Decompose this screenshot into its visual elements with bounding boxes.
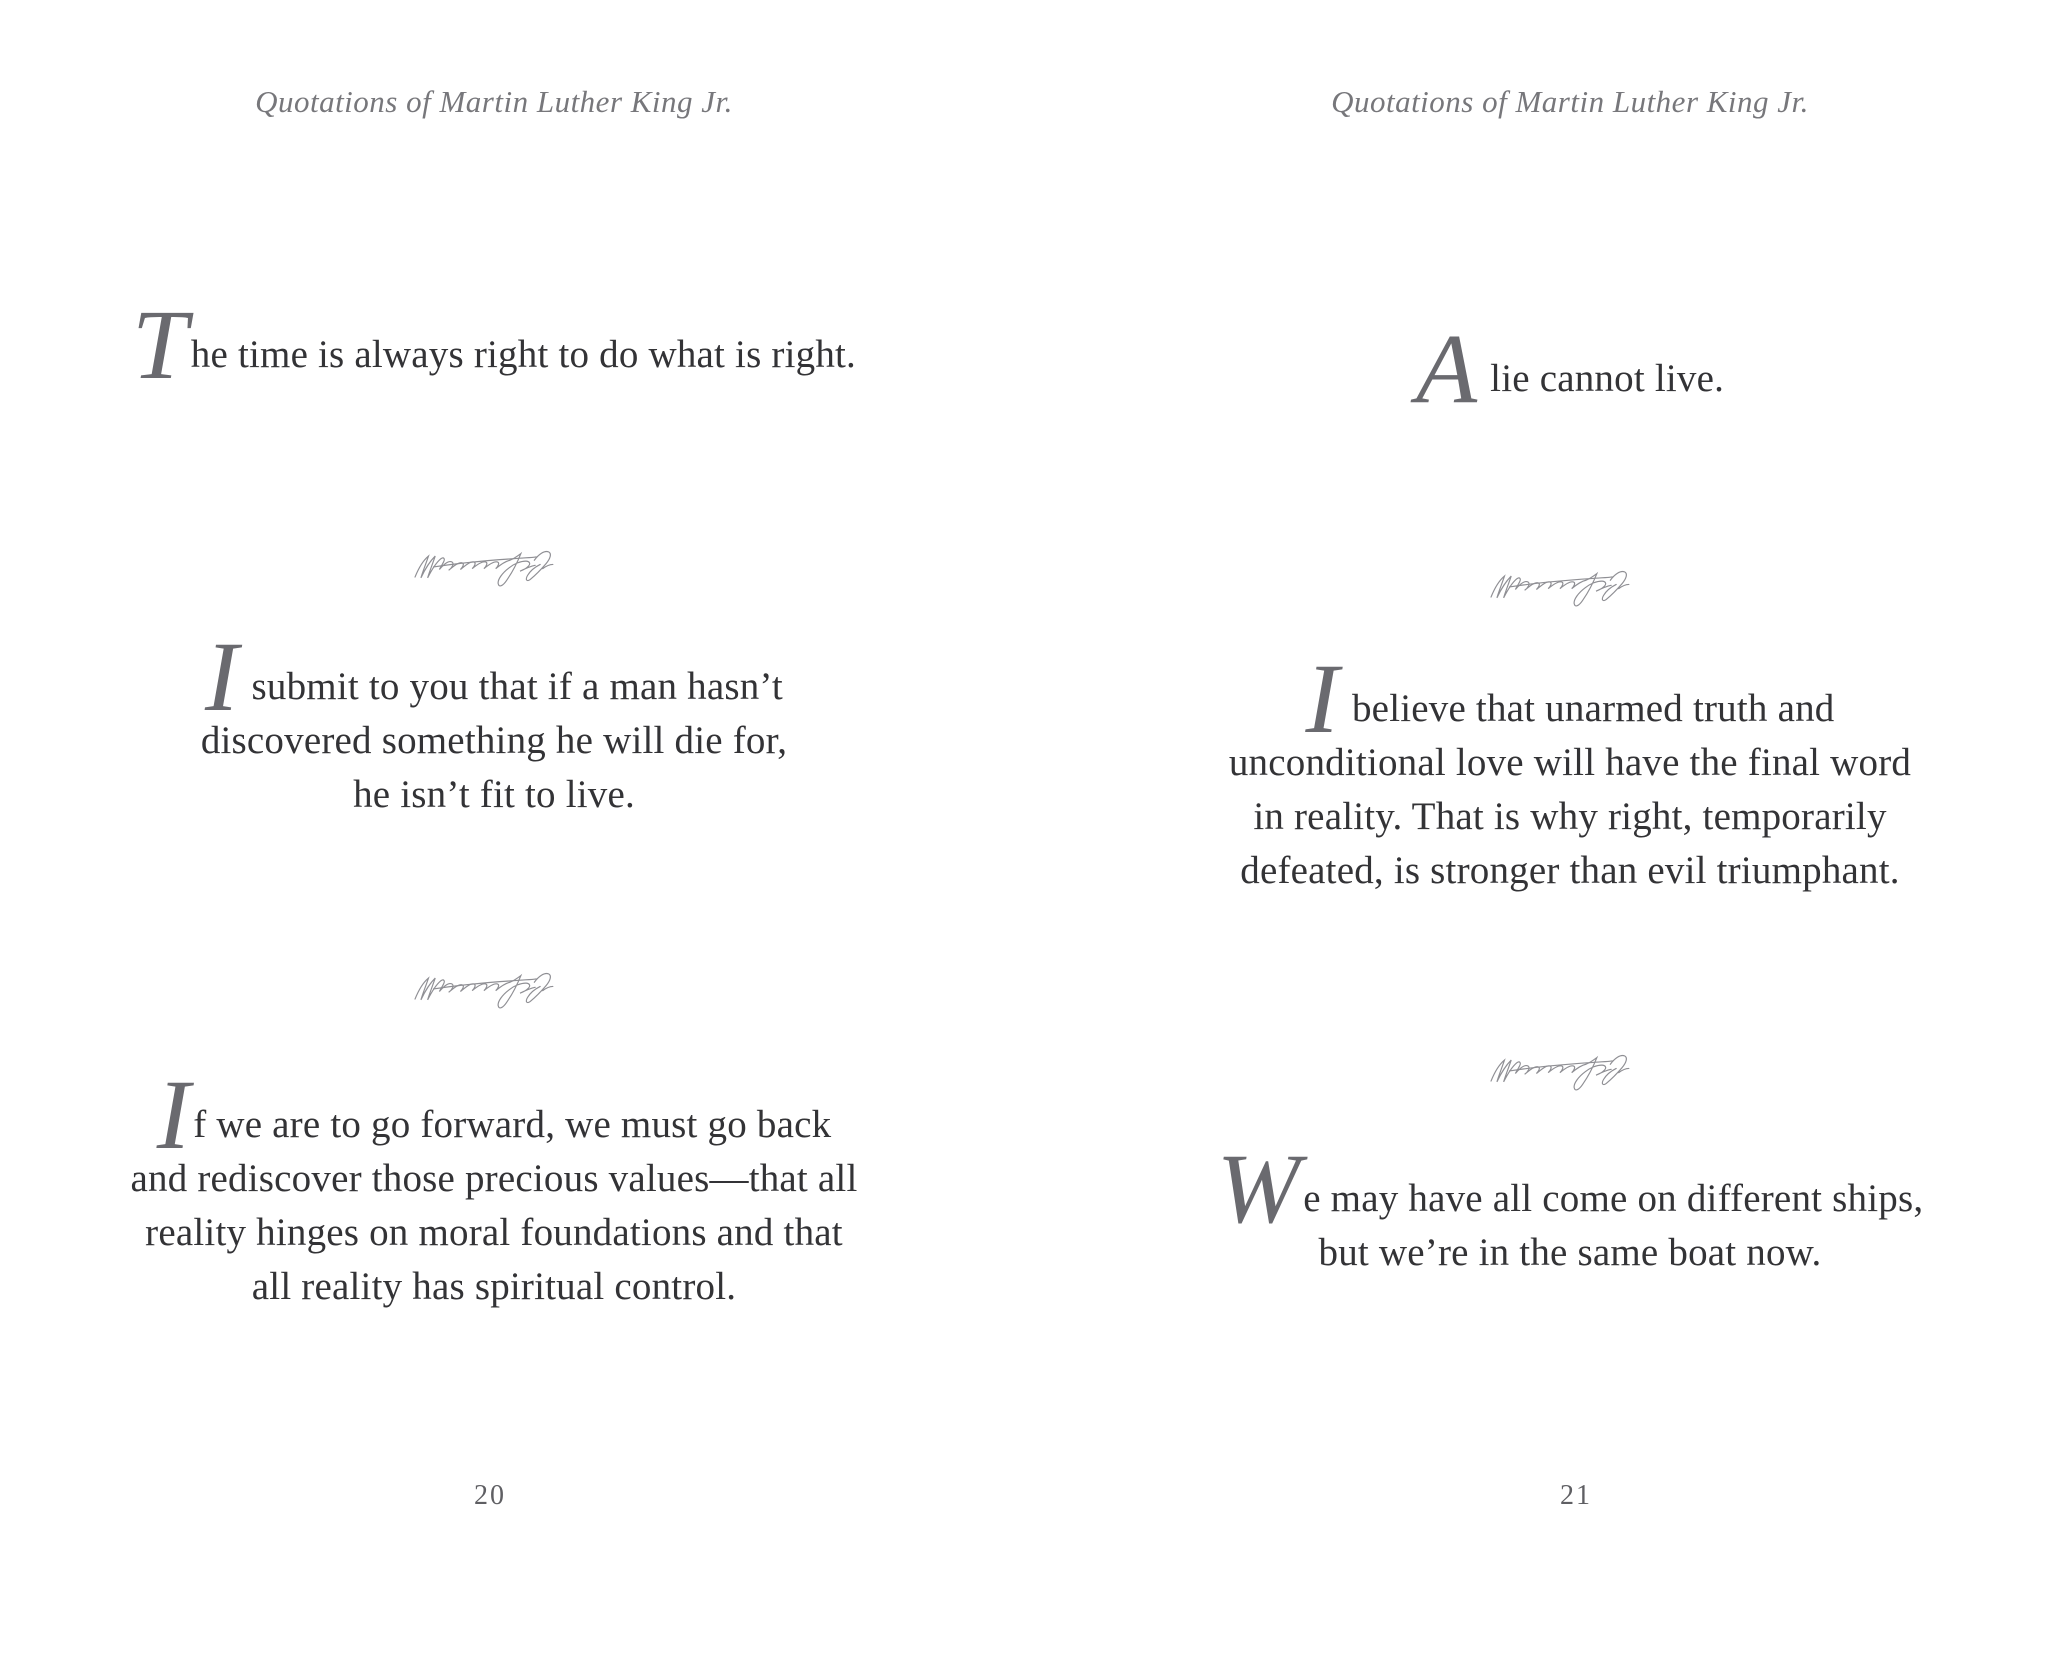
quote-line: he isn’t fit to live. [353, 773, 635, 816]
quote-line: defeated, is stronger than evil triumphant. [1240, 849, 1900, 892]
quote-line: The time is always right to do what is right. [131, 289, 857, 400]
running-header: Quotations of Martin Luther King Jr. [255, 84, 733, 119]
quote-line: but we’re in the same boat now. [1318, 1231, 1822, 1274]
quote [0, 289, 1006, 400]
mlk-signature-icon [1058, 560, 2048, 619]
quote [1058, 313, 2048, 424]
mlk-signature-icon [0, 540, 1006, 599]
quote-line: discovered something he will die for, [200, 719, 788, 762]
quote-line: in reality. That is why right, temporarily [1253, 795, 1887, 838]
quote-line: A lie cannot live. [1415, 313, 1725, 424]
quote-line: all reality has spiritual control. [251, 1265, 737, 1308]
quote [1058, 1133, 2048, 1280]
page-right [1024, 0, 2048, 1664]
quote [0, 621, 1006, 822]
page-number: 21 [1560, 1480, 1592, 1511]
quote-line: I submit to you that if a man hasn’t [205, 621, 783, 732]
running-header: Quotations of Martin Luther King Jr. [1331, 84, 1809, 119]
page-number: 20 [474, 1480, 506, 1511]
quote-line: reality hinges on moral foundations and that [145, 1211, 843, 1254]
quote-line: I believe that unarmed truth and [1305, 643, 1835, 754]
quote [0, 1059, 1006, 1314]
quote-line: unconditional love will have the final word [1228, 741, 1912, 784]
quote-line: We may have all come on different ships, [1216, 1133, 1924, 1244]
quote-line: and rediscover those precious values—that all [130, 1157, 858, 1200]
quote [1058, 643, 2048, 898]
mlk-signature-icon [1058, 1044, 2048, 1103]
quote-line: If we are to go forward, we must go back [156, 1059, 832, 1170]
mlk-signature-icon [0, 962, 1006, 1021]
